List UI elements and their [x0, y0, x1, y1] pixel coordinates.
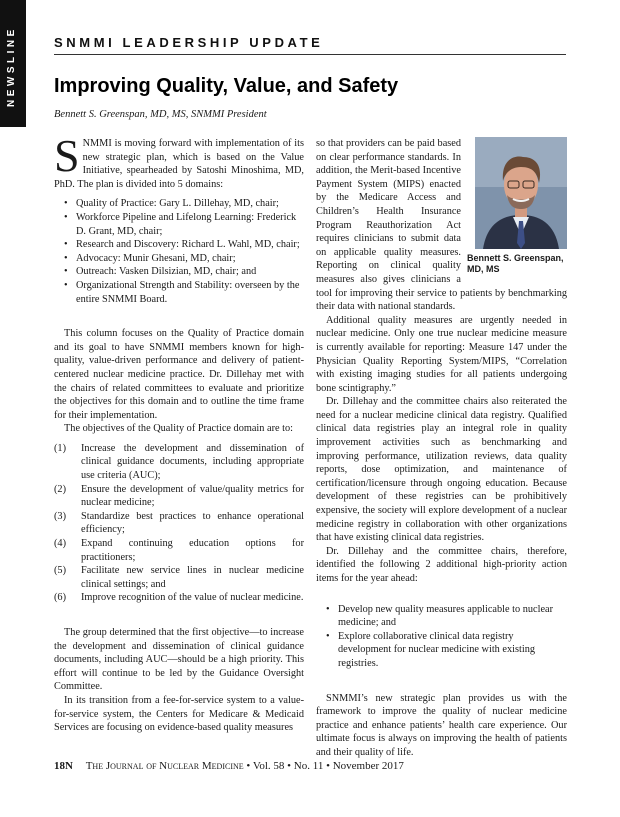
action-paragraph: Dr. Dillehay and the committee chairs, therefore, identified the following 2 additional high-priority action items for the year ahead: [316, 545, 567, 584]
byline: Bennett S. Greenspan, MD, MS, SNMMI President [54, 109, 267, 120]
journal-name: The Journal of Nuclear Medicine [85, 760, 244, 772]
list-item: (2) Ensure the development of value/quality metrics for nuclear medicine; [54, 483, 304, 509]
photo-caption: Bennett S. Greenspan, MD, MS [467, 253, 564, 274]
page-number: 18N [54, 760, 73, 772]
journal-issue: No. 11 [293, 760, 324, 772]
journal-volume: Vol. 58 [252, 760, 285, 772]
section-header: SNMMI LEADERSHIP UPDATE [54, 35, 324, 50]
list-item: (3) Standardize best practices to enhance operational efficiency; [54, 510, 304, 536]
article-title: Improving Quality, Value, and Safety [54, 75, 399, 97]
list-item: (5) Facilitate new service lines in nuclear medicine clinical settings; and [54, 565, 304, 590]
list-item: (1) Increase the development and dissemination of clinical guidance documents, including appropriate use criteria (AUC); [54, 442, 304, 482]
list-item: • Develop new quality measures applicable to nuclear medicine; and [316, 603, 567, 630]
left-column [54, 130, 304, 735]
list-item: (6) Improve recognition of the value of nuclear medicine. [54, 592, 304, 604]
page-footer [54, 760, 404, 772]
list-item: (4) Expand continuing education options for practitioners; [54, 538, 304, 563]
header-rule [54, 54, 566, 55]
group-paragraph: The group determined that the first objective—to increase the development and dissemination of clinical guidance documents, including AUC—should be a high priority. This effort will continue to be led by the Guidance Oversight Committee. [54, 627, 304, 693]
registries-paragraph: Dr. Dillehay and the committee chairs also reiterated the need for a nuclear medicine clinical data registry. Qualified clinical data registries play an integral role in quality improvement activities such as benchmarking and improving performance, utilization reviews, data quality reports, dose optimization, and maintenance of certification/licensure through ongoing education. Because development of these registries can be prohibitively expensive, the society will explore development of a nuclear medicine registry in collaboration with other organizations that have existing clinical data registries. [316, 396, 567, 544]
list-item: • Research and Discovery: Richard L. Wahl, MD, chair; [54, 238, 304, 252]
list-item: • Quality of Practice: Gary L. Dillehay, MD, chair; [54, 197, 304, 211]
focus-paragraph: This column focuses on the Quality of Practice domain and its goal to have SNMMI members known for high-quality, value-driven performance and delivery of patient-centered nuclear medicine practice. Dr. Dillehay met with the chairs of related committees to evaluate and prioritize the objectives for this domain and to outline the time frame for their implementation. [54, 328, 304, 421]
closing-paragraph: SNMMI’s new strategic plan provides us with the framework to improve the quality of nuclear medicine practice and enhance patients’ health care experience. Our ultimate focus is always on improving the health of patients and their quality of life. [316, 692, 567, 758]
list-item: • Organizational Strength and Stability: overseen by the entire SNMMI Board. [54, 279, 304, 306]
list-item: • Advocacy: Munir Ghesani, MD, chair; [54, 252, 304, 266]
additional-paragraph: Additional quality measures are urgently needed in nuclear medicine. Only one true nuclear medicine measure is currently available for reporting: Measure 147 under the Physician Quality Reporting System/MIPS, “Correlation with existing imaging studies for all patients undergoing bone scintigraphy.” [316, 314, 567, 394]
domain-list [54, 197, 304, 306]
footer-separator: • [246, 760, 251, 772]
footer-separator: • [287, 760, 292, 772]
action-list [316, 603, 567, 671]
newsline-sidebar [0, 0, 26, 127]
footer-separator: • [326, 760, 330, 772]
objectives-intro: The objectives of the Quality of Practice domain are to: [64, 423, 294, 435]
transition-paragraph: In its transition from a fee-for-service system to a value-for-service system, the Centers for Medicare & Medicaid Services are focusing on evidence-based quality measures [54, 694, 304, 734]
author-photo [475, 137, 567, 249]
objectives-list [54, 442, 304, 605]
journal-date: November 2017 [332, 760, 404, 772]
right-column [316, 137, 567, 760]
intro-paragraph: SNMMI is moving forward with implementation of its new strategic plan, which is based on the Value Initiative, spearheaded by Satoshi Minoshima, MD, PhD. The plan is divided into 5 domains: [54, 130, 304, 190]
list-item: • Workforce Pipeline and Lifelong Learning: Frederick D. Grant, MD, chair; [54, 211, 304, 238]
drop-cap: S [54, 130, 80, 181]
author-photo-block [467, 137, 567, 285]
newsline-label: NEWSLINE [6, 26, 17, 108]
list-item: • Explore collaborative clinical data registry development for nuclear medicine with existing registries. [316, 630, 567, 671]
continued-paragraph: so that providers can be paid based on clear performance standards. In addition, the Merit-based Incentive Payment System (MIPS) enacted by the Medicare Access and Children’s Health Insurance Program Reauthorization Act requires clinicians to submit data on applicable quality measures. Reporting on clinical quality measures also gives clinicians a tool for improving their service to patients by benchmarking their data with national standards. [316, 138, 567, 313]
list-item: • Outreach: Vasken Dilsizian, MD, chair; and [54, 265, 304, 279]
